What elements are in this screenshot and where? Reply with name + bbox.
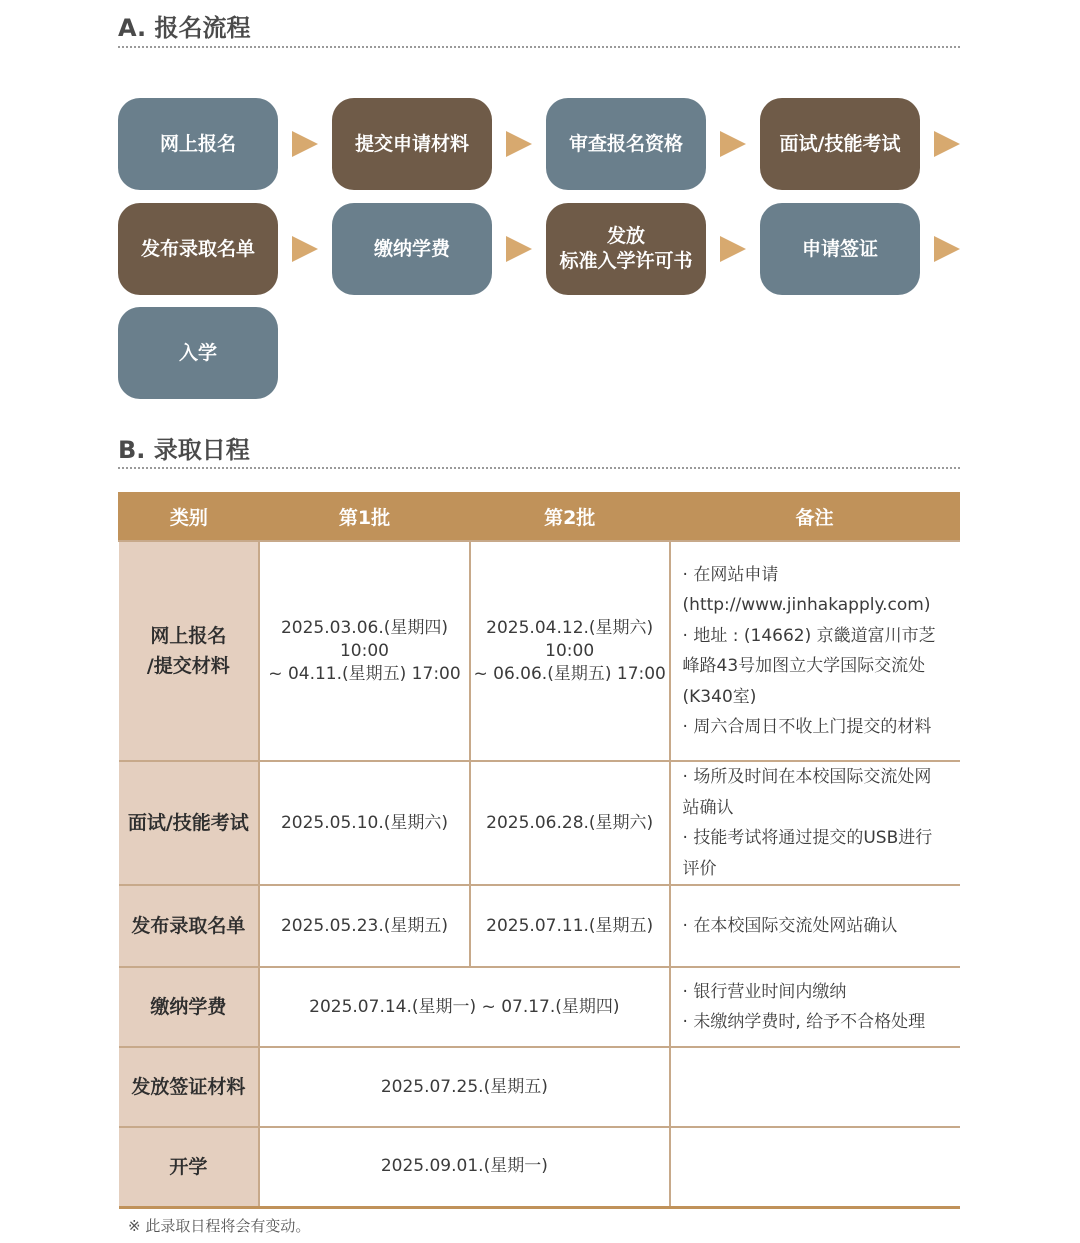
note-line: · 在本校国际交流处网站确认 — [682, 915, 898, 936]
arrow-right-icon — [506, 131, 532, 157]
notes-cell — [670, 761, 960, 885]
arrow-right-icon — [934, 131, 960, 157]
step-interview-exam — [760, 98, 920, 190]
batch-1-date — [259, 541, 470, 761]
section-a-title: A. 报名流程 — [118, 14, 251, 42]
category-cell — [119, 761, 260, 885]
table-row — [119, 761, 960, 885]
notes-cell — [670, 1047, 960, 1127]
step-label: 标准入学许可书 — [559, 250, 693, 272]
table-row — [119, 1047, 960, 1127]
note-line: · 周六合周日不收上门提交的材料 — [682, 717, 932, 737]
step-label: 发放 — [606, 225, 645, 247]
arrow-right-icon — [292, 131, 318, 157]
category-cell — [119, 541, 260, 761]
merged-date: 2025.09.01.(星期一) — [259, 1127, 669, 1207]
category-cell: 开学 — [119, 1127, 260, 1207]
date-text: ~ 04.11.(星期五) 17:00 — [268, 663, 461, 684]
table-row — [119, 885, 960, 967]
arrow-right-icon — [720, 236, 746, 262]
notes-cell — [670, 1127, 960, 1207]
notes-cell — [670, 541, 960, 761]
note-line: 峰路43号加图立大学国际交流处 — [682, 656, 926, 676]
note-line: 站确认 — [682, 797, 734, 818]
date-text: 2025.03.06.(星期四) 10:00 — [280, 617, 448, 661]
category-cell: 缴纳学费 — [119, 967, 260, 1047]
note-line: · 场所及时间在本校国际交流处网 — [682, 767, 932, 787]
step-label: 缴纳学费 — [373, 237, 450, 260]
category-cell: 发布录取名单 — [119, 885, 260, 967]
step-label: 发布录取名单 — [140, 237, 255, 260]
batch-2-date — [470, 541, 670, 761]
step-label: 提交申请材料 — [354, 132, 469, 155]
step-apply-visa — [760, 203, 920, 295]
merged-date: 2025.07.14.(星期一) ~ 07.17.(星期四) — [259, 967, 669, 1047]
note-line: (K340室) — [682, 686, 757, 707]
notes-cell — [670, 967, 960, 1047]
batch-2-date: 2025.06.28.(星期六) — [470, 761, 670, 885]
step-admission-list — [118, 203, 278, 295]
step-issue-admission-letter — [546, 203, 706, 295]
step-label: 面试/技能考试 — [779, 132, 901, 155]
note-line: · 未缴纳学费时, 给予不合格处理 — [682, 1012, 926, 1032]
step-label: 申请签证 — [801, 237, 878, 260]
table-row — [119, 967, 960, 1047]
step-review-qualification — [546, 98, 706, 190]
header-notes: 备注 — [670, 492, 960, 541]
schedule-footnote: ※ 此录取日程将会有变动。 — [128, 1217, 311, 1235]
batch-1-date: 2025.05.10.(星期六) — [259, 761, 470, 885]
step-label: 入学 — [178, 341, 217, 364]
category-text: 面试/技能考试 — [127, 812, 249, 834]
arrow-right-icon — [506, 236, 532, 262]
notes-cell — [670, 885, 960, 967]
step-online-apply — [118, 98, 278, 190]
note-line: · 银行营业时间内缴纳 — [682, 981, 847, 1002]
step-submit-materials — [332, 98, 492, 190]
date-text: ~ 06.06.(星期五) 17:00 — [473, 663, 666, 684]
section-b-divider — [118, 467, 960, 469]
category-text: 网上报名 — [150, 625, 227, 647]
table-row — [119, 1127, 960, 1207]
arrow-right-icon — [934, 236, 960, 262]
header-batch-1: 第1批 — [259, 492, 470, 541]
admission-schedule-table — [118, 492, 960, 1209]
arrow-right-icon — [292, 236, 318, 262]
table-row — [119, 541, 960, 761]
header-category: 类别 — [119, 492, 260, 541]
step-enrollment — [118, 307, 278, 399]
merged-date: 2025.07.25.(星期五) — [259, 1047, 669, 1127]
note-line: · 在网站申请 — [682, 564, 779, 585]
arrow-right-icon — [720, 131, 746, 157]
note-line: 评价 — [682, 858, 717, 879]
step-label: 审查报名资格 — [568, 132, 683, 155]
step-label: 网上报名 — [159, 132, 236, 155]
note-line: · 技能考试将通过提交的USB进行 — [682, 828, 933, 848]
batch-2-date: 2025.07.11.(星期五) — [470, 885, 670, 967]
batch-1-date: 2025.05.23.(星期五) — [259, 885, 470, 967]
note-link: (http://www.jinhakapply.com) — [682, 595, 931, 615]
section-b-title: B. 录取日程 — [118, 436, 250, 464]
date-text: 2025.04.12.(星期六) 10:00 — [486, 617, 654, 661]
category-cell: 发放签证材料 — [119, 1047, 260, 1127]
table-header-row — [119, 492, 960, 541]
header-batch-2: 第2批 — [470, 492, 670, 541]
section-a-divider — [118, 46, 960, 48]
step-pay-tuition — [332, 203, 492, 295]
category-text: /提交材料 — [146, 655, 230, 677]
note-line: · 地址 : (14662) 京畿道富川市芝 — [682, 625, 936, 646]
